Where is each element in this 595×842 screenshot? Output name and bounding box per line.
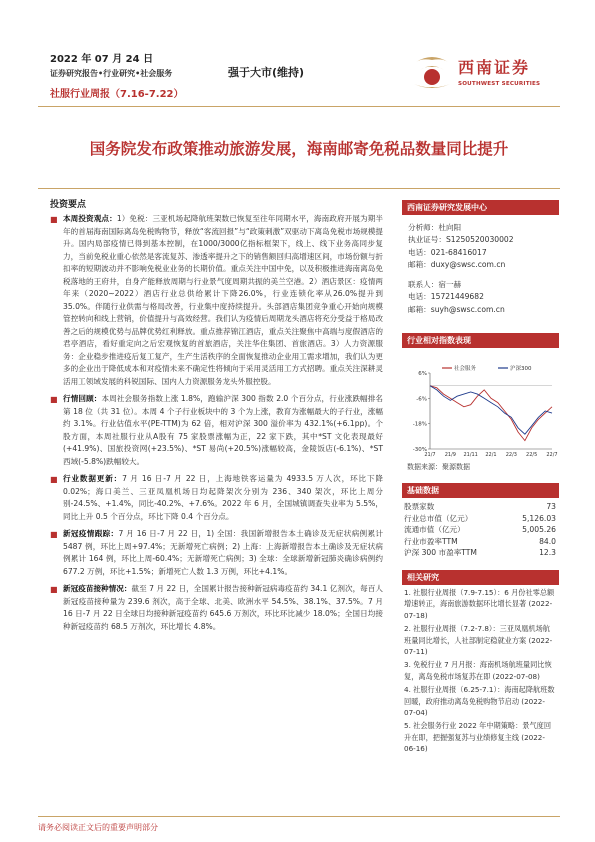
bullet-icon: ■ bbox=[50, 585, 58, 594]
basic-data-row bbox=[404, 536, 556, 548]
contact-phone: 电话：15721449682 bbox=[408, 292, 484, 302]
bullet-icon: ■ bbox=[50, 215, 58, 224]
x-tick-label: 22/3 bbox=[505, 452, 517, 458]
x-tick-label: 22/5 bbox=[526, 452, 538, 458]
paragraph-market bbox=[50, 393, 383, 468]
paragraph-industry-data bbox=[50, 473, 383, 523]
report-type: 证券研究报告•行业研究•社会服务 bbox=[50, 69, 173, 78]
row-value: 5,126.03 bbox=[522, 513, 556, 523]
x-tick-label: 21/11 bbox=[463, 452, 478, 458]
bullet-icon: ■ bbox=[50, 530, 58, 539]
paragraph-heading: 行业数据更新： bbox=[63, 474, 123, 483]
paragraph-text: 本周社会服务指数上涨 1.8%，跑输沪深 300 指数 2.0 个百分点，行业涨跌幅排名第 18 位（共 31 位）。本周 4 个子行业板块中的 3 个为上涨，教育为涨幅最大的子行业，涨幅约 3.1%。行业估值水平(PE-TTM)为 62 倍，相对沪深 300 溢价率为 432.1%(+6.1pp)。个股方面，本周社服行业从A股有 75 家股票涨幅为正，22 家下跌，其中*ST 文化表现最好(+41.9%)、国旅投资网(+23.5%)、*ST 易尚(+20.5%)涨幅较高，金陵饭店(-6.1%)、*ST 西域(-5.8%)跌幅较大。 bbox=[63, 394, 383, 466]
row-label: 行业市盈率TTM bbox=[404, 536, 458, 546]
row-label: 行业总市值（亿元） bbox=[404, 513, 473, 523]
x-tick-label: 21/7 bbox=[424, 452, 436, 458]
related-research-title: 相关研究 bbox=[402, 570, 559, 585]
legend-label: 沪深300 bbox=[510, 366, 532, 372]
paragraph-vaccine bbox=[50, 583, 383, 633]
basic-data-row bbox=[404, 547, 556, 559]
related-report-link[interactable]: 5. 社会服务行业 2022 年中期策略：景气度回升在即，把握强复苏与业绩修复主线 (2022-06-16) bbox=[404, 721, 552, 754]
basic-data-title: 基础数据 bbox=[402, 483, 559, 498]
contact-email[interactable]: 邮箱：suyh@swsc.com.cn bbox=[408, 304, 505, 314]
industry-rating: 强于大市(维持) bbox=[228, 66, 305, 79]
related-report-link[interactable]: 2. 社服行业周报（7.2-7.8）：三亚凤凰机场航班量同比增长，人社部制定稳就业方案 (2022-07-11) bbox=[404, 624, 553, 657]
basic-data-row bbox=[404, 501, 556, 513]
southwest-securities-logo-icon bbox=[412, 54, 452, 90]
paragraph-heading: 本周投资观点： bbox=[63, 214, 117, 223]
title-divider bbox=[38, 188, 560, 189]
row-value: 84.0 bbox=[539, 536, 556, 546]
basic-data-row bbox=[404, 513, 556, 525]
report-date: 2022 年 07 月 24 日 bbox=[50, 54, 154, 65]
key-points-body bbox=[50, 213, 383, 638]
relative-index-chart bbox=[402, 361, 559, 461]
report-series: 社服行业周报（7.16-7.22） bbox=[50, 89, 184, 100]
paragraph-heading: 行情回顾： bbox=[63, 394, 102, 403]
analyst-box-title: 西南证券研究发展中心 bbox=[402, 200, 559, 215]
bullet-icon: ■ bbox=[50, 395, 58, 404]
analyst-contact bbox=[408, 222, 558, 316]
paragraph-view bbox=[50, 213, 383, 388]
report-title: 国务院发布政策推动旅游发展，海南邮寄免税品数量同比提升 bbox=[89, 140, 509, 158]
series-line-2 bbox=[430, 386, 552, 435]
header-divider bbox=[38, 106, 560, 107]
chart-source: 数据来源：聚源数据 bbox=[407, 463, 470, 471]
row-value: 5,005.26 bbox=[522, 525, 556, 535]
legend-label: 社会服务 bbox=[454, 366, 477, 372]
bullet-icon: ■ bbox=[50, 475, 58, 484]
row-label: 沪深 300 市盈率TTM bbox=[404, 548, 477, 558]
disclaimer-footer: 请务必阅读正文后的重要声明部分 bbox=[38, 823, 158, 832]
paragraph-text: 7 月 16 日-7 月 22 日，1) 全国：我国新增报告本土确诊及无症状病例累计 5487 例，环比上周+97.4%；无新增死亡病例；2) 上海：上海新增报告本土确诊及无症状病例累计 164 例，环比上周-60.4%；无新增死亡病例；3) 全球：全球新增新冠肺炎确诊病例约 677.2 万例，环比+1.5%；新增死亡人数 1.3 万例，环比+4.1%。 bbox=[63, 529, 384, 576]
paragraph-heading: 新冠疫情跟踪： bbox=[63, 529, 119, 538]
section-heading: 投资要点 bbox=[50, 200, 87, 210]
row-value: 73 bbox=[546, 502, 556, 511]
brand-name-en: SOUTHWEST SECURITIES bbox=[458, 81, 541, 87]
basic-data-table bbox=[404, 501, 556, 559]
paragraph-heading: 新冠疫苗接种情况： bbox=[63, 584, 132, 593]
row-label: 流通市值（亿元） bbox=[404, 525, 465, 535]
related-report-link[interactable]: 4. 社服行业周报（6.25-7.1）：海南起降航班数回暖，政府推动离岛免税购物节启动 (2022-07-04) bbox=[404, 685, 555, 718]
basic-data-row bbox=[404, 524, 556, 536]
y-tick-label: 6% bbox=[418, 371, 427, 377]
analyst-email[interactable]: 邮箱：duxy@swsc.com.cn bbox=[408, 259, 506, 269]
related-research-list bbox=[404, 587, 556, 757]
index-box-title: 行业相对指数表现 bbox=[402, 333, 559, 348]
related-report-link[interactable]: 3. 免税行业 7 月月报：海南机场航班量同比恢复，离岛免税市场复苏在即 (2022-07-08) bbox=[404, 660, 552, 681]
row-label: 股票家数 bbox=[404, 502, 435, 511]
footer-divider bbox=[38, 816, 560, 817]
contact-name: 联系人：宿一赫 bbox=[408, 280, 462, 290]
x-tick-label: 22/7 bbox=[546, 452, 558, 458]
row-value: 12.3 bbox=[539, 548, 556, 558]
x-tick-label: 21/9 bbox=[444, 452, 456, 458]
paragraph-text: 1）免税：三亚机场起降航班架数已恢复至往年同期水平，海南政府开展为期半年的首届海南国际离岛免税购物节，释放“客流回报”与“政策刺激”双驱动下离岛免税市场规模提升。国内局部疫情已得到基本控制，在1000/3000亿指标框架下，线上、线下业务高同步复力，当前免税业重心依然是客流复苏、渗透率提升之下的销售额回归高增速区间，市场份额与折扣率的短期波动并不影响免税业业务的长期价值。重点关注中国中免，以及积极推进海南离岛免税落地的王府井，自身产能释放周期与行业景气度周期共振的美兰空港。2）酒店景区：疫情两年来（2020~2022）酒店行业总供给累计下降26.0%，行业连锁化率从26.0%提升到35.0%。伴随行业供需与格局改善，行业集中度持续提升。头部酒店集团竞争重心开始向规模管控转向和线上营销，价值提升与高效经营。我们认为疫情后周期龙头酒店将充分受益于格局改善之后的规模优势与品牌优势红利释放。重点推荐锦江酒店，重点关注聚焦中高端与度假酒店的君亭酒店，看好重定向之后宏观恢复的首旅酒店，关注华住集团、首旅酒店。3）人力资源服务：企业稳步推进疫后复工复产，生产生活秩序的全面恢复推动企业用工需求增加，我们认为更多的企业出于降低成本和对疫情未来不确定性将倾向于采用灵活用工方式招聘。重点关注深耕灵活用工领域发展的科锐国际、国内人力资源服务龙头外服控股。 bbox=[63, 214, 384, 386]
related-report-link[interactable]: 1. 社服行业周报（7.9-7.15）：6 月份社零总额增速转正，海南旅游数据环比增长显著 (2022-07-18) bbox=[404, 588, 555, 620]
paragraph-text: 7 月 16 日-7 月 22 日，上海地铁客运量为 4933.5 万人次，环比下降 0.02%；海口美兰、三亚凤凰机场日均起降架次分别为 236、340 架次，环比上周分别-24.5%、+1.4%，同比-40.2%、+7.6%。2022 年 6 月，全国城镇调查失业率为 5.5%，同比上升 0.5 个百分点，环比下降 0.4 个百分点。 bbox=[63, 474, 383, 521]
paragraph-text: 截至 7 月 22 日，全国累计报告接种新冠病毒疫苗约 34.1 亿剂次，每百人新冠疫苗接种量为 239.6 剂次，高于全球、北美、欧洲水平 54.5%、38.1%、37.5%。7 月 16 日-7 月 22 日全球日均接种新冠疫苗约 645.6 万剂次，环比环比减少 18.0%；全国日均接种新冠疫苗约 68.5 万剂次，环比增长 4.8%。 bbox=[63, 584, 384, 631]
x-tick-label: 22/1 bbox=[485, 452, 497, 458]
y-tick-label: -6% bbox=[416, 396, 427, 403]
y-tick-label: -30% bbox=[412, 447, 427, 453]
analyst-phone: 电话：021-68416017 bbox=[408, 247, 487, 257]
brand-name: 西南证券 bbox=[458, 58, 531, 77]
analyst-name: 分析师：杜向阳 bbox=[408, 223, 462, 232]
analyst-license: 执业证号：S1250520030002 bbox=[408, 235, 514, 245]
y-tick-label: -18% bbox=[412, 421, 427, 428]
paragraph-covid bbox=[50, 528, 383, 578]
series-line-1 bbox=[430, 386, 552, 441]
